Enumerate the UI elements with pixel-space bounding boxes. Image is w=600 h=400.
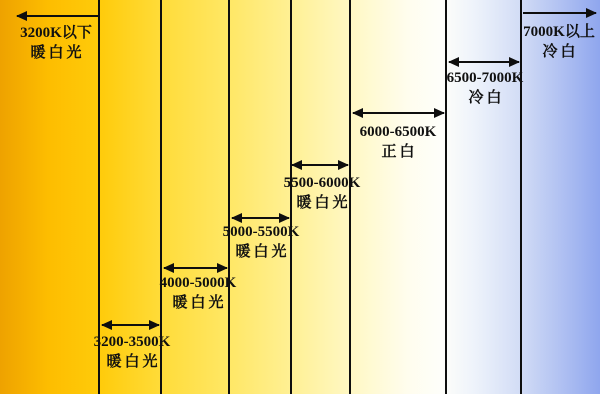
band-label-4000-5000 bbox=[156, 273, 240, 313]
band-range-text: 5000-5500K bbox=[222, 224, 300, 240]
band-range-text: 5500-6000K bbox=[283, 175, 361, 191]
band-type-text: 暖白光 bbox=[296, 195, 351, 211]
band-type-text: 暖白光 bbox=[30, 45, 85, 61]
left-arrow-icon bbox=[17, 15, 98, 17]
right-arrow-icon bbox=[523, 12, 596, 14]
band-label-6000-6500 bbox=[354, 122, 442, 162]
band-label-5500-6000 bbox=[280, 173, 364, 213]
band-range-text: 6000-6500K bbox=[359, 124, 437, 140]
band-range-text: 3200K以下 bbox=[20, 25, 92, 41]
double-arrow-icon bbox=[292, 164, 348, 166]
band-label-above-7000 bbox=[517, 22, 600, 62]
band-divider-line bbox=[445, 0, 447, 394]
band-label-3200-3500 bbox=[90, 332, 174, 372]
band-divider-line bbox=[228, 0, 230, 394]
double-arrow-icon bbox=[353, 112, 444, 114]
band-label-6500-7000 bbox=[443, 68, 527, 108]
double-arrow-icon bbox=[164, 267, 227, 269]
band-type-text: 暖白光 bbox=[106, 354, 161, 370]
band-type-text: 冷白 bbox=[542, 44, 579, 60]
double-arrow-icon bbox=[232, 217, 289, 219]
band-range-text: 7000K以上 bbox=[523, 24, 595, 40]
band-type-text: 暖白光 bbox=[172, 295, 227, 311]
band-type-text: 正白 bbox=[381, 144, 418, 160]
band-label-below-3200 bbox=[4, 23, 108, 63]
band-range-text: 3200-3500K bbox=[93, 334, 171, 350]
band-range-text: 6500-7000K bbox=[446, 70, 524, 86]
band-type-text: 暖白光 bbox=[235, 244, 290, 260]
double-arrow-icon bbox=[102, 324, 159, 326]
band-range-text: 4000-5000K bbox=[159, 275, 237, 291]
band-label-5000-5500 bbox=[219, 222, 303, 262]
band-type-text: 冷白 bbox=[468, 90, 505, 106]
double-arrow-icon bbox=[449, 61, 519, 63]
